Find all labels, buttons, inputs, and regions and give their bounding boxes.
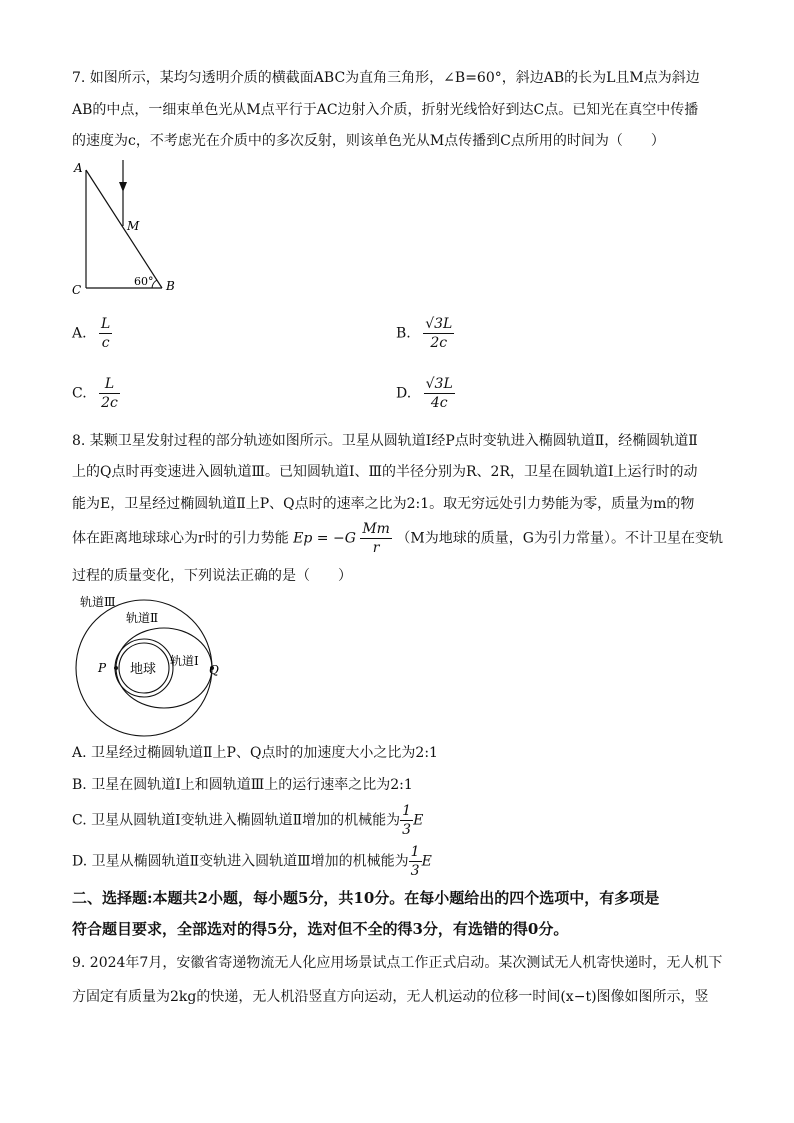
q7-line2: AB的中点，一细束单色光从M点平行于AC边射入介质，折射光线恰好到达C点。已知光在真空中传播 [72, 102, 699, 118]
orbit3-label: 轨道Ⅲ [80, 595, 116, 609]
q7-line3: 的速度为c，不考虑光在介质中的多次反射，则该单色光从M点传播到C点所用的时间为（ ） [72, 133, 665, 149]
label-C: C [72, 283, 82, 297]
q8-line4: 体在距离地球球心为r时的引力势能 Ep = −G $\frac{Mm}{r}$ （M为地球的质量，G为引力常量）。不计卫星在变轨 [72, 521, 723, 556]
q9-line2: 方固定有质量为2kg的快递，无人机沿竖直方向运动，无人机运动的位移一时间(x−t)图像如图所示，竖 [72, 989, 709, 1005]
q8-option-b[interactable]: B. 卫星在圆轨道Ⅰ上和圆轨道Ⅲ上的运行速率之比为2:1 [72, 777, 413, 793]
section2-line2: 符合题目要求，全部选对的得5分，选对但不全的得3分，有选错的得0分。 [72, 920, 569, 938]
label-M: M [127, 219, 140, 233]
orbit1-label: 轨道Ⅰ [170, 654, 199, 668]
q9-line1: 9. 2024年7月，安徽省寄递物流无人化应用场景试点工作正式启动。某次测试无人机寄快递时，无人机下 [72, 955, 723, 971]
q7-option-d[interactable]: D. $\frac{√3L}{4c}$ [396, 376, 453, 411]
q8-option-a[interactable]: A. 卫星经过椭圆轨道Ⅱ上P、Q点时的加速度大小之比为2:1 [72, 745, 438, 761]
arrow-head [119, 182, 127, 192]
q8-line5: 过程的质量变化，下列说法正确的是（ ） [72, 568, 352, 584]
label-Q: Q [209, 663, 219, 677]
q8-option-c[interactable]: C. 卫星从圆轨道Ⅰ变轨进入椭圆轨道Ⅱ增加的机械能为 $\frac{1}{3}$ E [72, 803, 424, 838]
earth-label: 地球 [130, 662, 157, 677]
section2-line1: 二、选择题:本题共2小题，每小题5分，共10分。在每小题给出的四个选项中，有多项是 [72, 889, 660, 907]
q7-option-c[interactable]: C. $\frac{L}{2c}$ [72, 376, 118, 411]
point-P [114, 666, 118, 670]
q8-option-d[interactable]: D. 卫星从椭圆轨道Ⅱ变轨进入圆轨道Ⅲ增加的机械能为 $\frac{1}{3}$ E [72, 844, 432, 879]
q7-option-b[interactable]: B. $\frac{√3L}{2c}$ [396, 316, 453, 351]
label-angle: 60° [134, 275, 154, 288]
q8-line3: 能为E，卫星经过椭圆轨道Ⅱ上P、Q点时的速率之比为2:1。取无穷远处引力势能为零，质量为m的物 [72, 496, 695, 512]
q7-triangle-figure [70, 158, 180, 298]
label-B: B [166, 279, 175, 293]
q8-line1: 8. 某颗卫星发射过程的部分轨迹如图所示。卫星从圆轨道Ⅰ经P点时变轨进入椭圆轨道Ⅱ，经椭圆轨道Ⅱ [72, 433, 698, 449]
q8-orbit-figure [72, 592, 232, 742]
q7-line1: 7. 如图所示，某均匀透明介质的横截面ABC为直角三角形，∠B=60°，斜边AB的长为L且M点为斜边 [72, 70, 700, 86]
orbit2-label: 轨道Ⅱ [126, 611, 159, 625]
label-A: A [74, 161, 83, 175]
q8-line2: 上的Q点时再变速进入圆轨道Ⅲ。已知圆轨道Ⅰ、Ⅲ的半径分别为R、2R，卫星在圆轨道Ⅰ上运行时的动 [72, 464, 698, 480]
label-P: P [98, 661, 107, 675]
q7-option-a[interactable]: A. $\frac{L}{c}$ [72, 316, 111, 351]
